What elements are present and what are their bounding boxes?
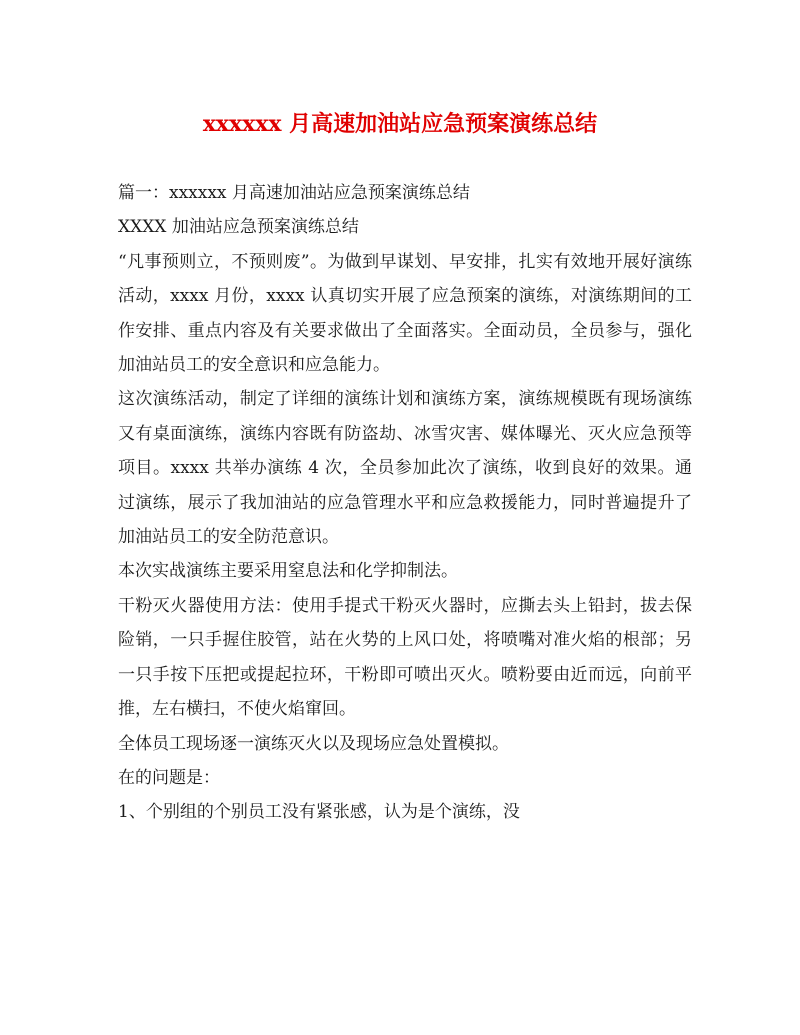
paragraph-activity: 这次演练活动，制定了详细的演练计划和演练方案，演练规模既有现场演练又有桌面演练，演练内容既有防盗劫、冰雪灾害、媒体曝光、灭火应急预等项目。xxxx 共举办演练 4 次，全员参加此次了演练，收到良好的效果。通过演练，展示了我加油站的应急管理水平和应急救援能力，同时普遍提升了加油站员工的安全防范意识。: [118, 389, 692, 548]
paragraph-extinguisher: 干粉灭火器使用方法：使用手提式干粉灭火器时，应撕去头上铅封，拔去保险销，一只手握住胶管，站在火势的上风口处，将喷嘴对准火焰的根部；另一只手按下压把或提起拉环，干粉即可喷出灭火。喷粉要由近而远，向前平推，左右横扫，不使火焰窜回。: [118, 595, 692, 720]
paragraph-drill: 全体员工现场逐一演练灭火以及现场应急处置模拟。: [118, 733, 509, 754]
document-title: xxxxxx 月高速加油站应急预案演练总结: [202, 111, 598, 137]
paragraph-method: 本次实战演练主要采用窒息法和化学抑制法。: [118, 561, 458, 582]
paragraph-problems-heading: 在的问题是：: [118, 767, 220, 788]
paragraph-section-heading: 篇一：xxxxxx 月高速加油站应急预案演练总结: [118, 183, 470, 203]
paragraph-subtitle: XXXX 加油站应急预案演练总结: [118, 217, 359, 238]
document-body: [118, 176, 692, 830]
paragraph-problem-1: 1、个别组的个别员工没有紧张感，认为是个演练，没: [118, 802, 520, 823]
paragraph-intro: “凡事预则立，不预则废”。为做到早谋划、早安排，扎实有效地开展好演练活动，xxxx 月份，xxxx 认真切实开展了应急预案的演练，对演练期间的工作安排、重点内容及有关要求做出了全面落实。全面动员，全员参与，强化加油站员工的安全意识和应急能力。: [118, 251, 692, 376]
